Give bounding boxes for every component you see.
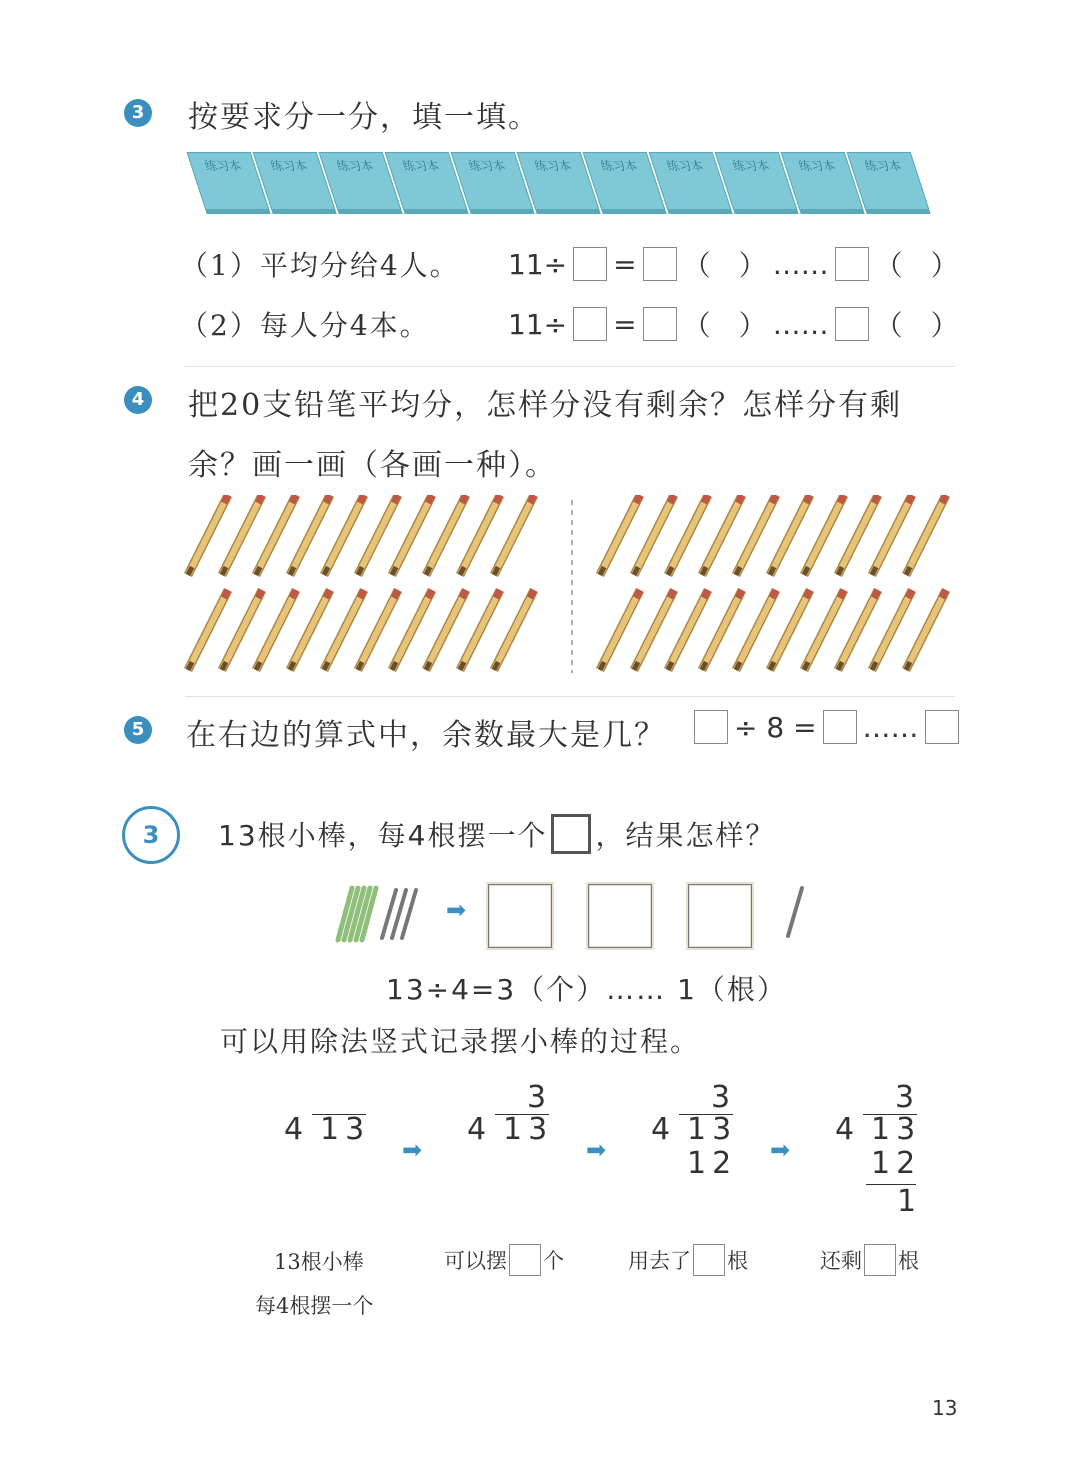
q5-equation bbox=[694, 710, 959, 744]
answer-box-quotient[interactable] bbox=[643, 247, 677, 281]
stick-square bbox=[686, 882, 754, 950]
caption-2 bbox=[444, 1244, 564, 1276]
q5-dots: …… bbox=[862, 710, 919, 744]
q5-divide-by: ÷ 8 = bbox=[734, 710, 817, 744]
question-number-5: 5 bbox=[124, 716, 152, 744]
caption-1-line2: 每4根摆一个 bbox=[255, 1294, 374, 1318]
unit-paren[interactable]: （ ） bbox=[682, 249, 767, 282]
sticks-bundle-icon bbox=[330, 880, 440, 950]
stick-square bbox=[486, 882, 554, 950]
ld-bracket bbox=[495, 1114, 549, 1115]
section-divider bbox=[185, 366, 955, 367]
ld-remainder: 1 bbox=[897, 1184, 917, 1219]
ld-divisor: 4 bbox=[284, 1112, 304, 1147]
ld-dividend: 13 bbox=[687, 1112, 738, 1147]
arrow-right-icon: ➡ bbox=[402, 1136, 423, 1164]
answer-box-divisor[interactable] bbox=[573, 307, 607, 341]
notebook: 练习本 bbox=[187, 152, 270, 210]
example-3-prompt bbox=[218, 814, 775, 854]
ld-quotient: 3 bbox=[711, 1080, 731, 1115]
pencil-group-right bbox=[600, 495, 946, 670]
answer-box-dividend[interactable] bbox=[694, 710, 728, 744]
ld-product: 12 bbox=[687, 1146, 738, 1181]
caption-3-post: 根 bbox=[727, 1249, 748, 1273]
section-divider bbox=[185, 696, 955, 697]
ld-dividend: 13 bbox=[871, 1112, 922, 1147]
answer-box-remainder[interactable] bbox=[835, 247, 869, 281]
q3-part2-equation bbox=[508, 304, 959, 344]
answer-box-remainder[interactable] bbox=[925, 710, 959, 744]
prompt-part-a: 13根小棒，每4根摆一个 bbox=[218, 819, 548, 852]
answer-box-remainder[interactable] bbox=[835, 307, 869, 341]
eq-dots: …… bbox=[772, 307, 829, 341]
answer-box-quotient[interactable] bbox=[643, 307, 677, 341]
ld-dividend: 13 bbox=[320, 1112, 371, 1147]
ld-divisor: 4 bbox=[651, 1112, 671, 1147]
ld-quotient: 3 bbox=[527, 1080, 547, 1115]
ld-bracket bbox=[863, 1114, 917, 1115]
eq-dots: …… bbox=[772, 247, 829, 281]
unit-paren[interactable]: （ ） bbox=[874, 249, 959, 282]
eq-equals: = bbox=[613, 307, 637, 341]
answer-box-count[interactable] bbox=[509, 1244, 541, 1276]
ld-divisor: 4 bbox=[467, 1112, 487, 1147]
q3-part2-label: （2）每人分4本。 bbox=[180, 309, 430, 342]
notebook: 练习本 bbox=[319, 152, 402, 210]
caption-3 bbox=[628, 1244, 748, 1276]
unit-paren[interactable]: （ ） bbox=[874, 309, 959, 342]
notebook: 练习本 bbox=[253, 152, 336, 210]
notebook: 练习本 bbox=[781, 152, 864, 210]
pencil-group-left bbox=[188, 495, 534, 670]
example-equation: 13÷4=3（个）…… 1（根） bbox=[386, 973, 787, 1006]
caption-2-post: 个 bbox=[543, 1249, 564, 1273]
ld-dividend: 13 bbox=[503, 1112, 554, 1147]
notebook: 练习本 bbox=[583, 152, 666, 210]
caption-4-post: 根 bbox=[898, 1249, 919, 1273]
eq-equals: = bbox=[613, 247, 637, 281]
question-4-line1: 把20支铅笔平均分，怎样分没有剩余？怎样分有剩 bbox=[188, 388, 903, 423]
q3-part1-equation bbox=[508, 244, 959, 284]
pencil-drawing-area[interactable] bbox=[180, 495, 970, 680]
answer-box-quotient[interactable] bbox=[823, 710, 857, 744]
prompt-part-b: ，结果怎样？ bbox=[595, 819, 776, 852]
question-number-4: 4 bbox=[124, 386, 152, 414]
question-4-line2: 余？画一画（各画一种）。 bbox=[188, 448, 557, 483]
question-number-3: 3 bbox=[124, 99, 152, 127]
unit-paren[interactable]: （ ） bbox=[682, 309, 767, 342]
notebook: 练习本 bbox=[451, 152, 534, 210]
stick-square bbox=[586, 882, 654, 950]
caption-1-line1: 13根小棒 bbox=[274, 1250, 364, 1274]
eq-prefix: 11÷ bbox=[508, 307, 568, 341]
page-number: 13 bbox=[932, 1396, 958, 1420]
answer-box-left[interactable] bbox=[864, 1244, 896, 1276]
answer-box-used[interactable] bbox=[693, 1244, 725, 1276]
caption-4 bbox=[820, 1244, 919, 1276]
example-note: 可以用除法竖式记录摆小棒的过程。 bbox=[220, 1025, 701, 1058]
arrow-right-icon: ➡ bbox=[770, 1136, 791, 1164]
ld-quotient: 3 bbox=[895, 1080, 915, 1115]
notebook: 练习本 bbox=[385, 152, 468, 210]
notebook: 练习本 bbox=[649, 152, 732, 210]
ld-bracket bbox=[679, 1114, 733, 1115]
caption-2-pre: 可以摆 bbox=[444, 1249, 507, 1273]
ld-divisor: 4 bbox=[835, 1112, 855, 1147]
ld-bracket bbox=[312, 1114, 366, 1115]
question-5-text: 在右边的算式中，余数最大是几？ bbox=[186, 718, 666, 753]
caption-3-pre: 用去了 bbox=[628, 1249, 691, 1273]
question-3-title: 按要求分一分，填一填。 bbox=[188, 100, 540, 135]
eq-prefix: 11÷ bbox=[508, 247, 568, 281]
arrow-right-icon: ➡ bbox=[446, 896, 467, 924]
caption-4-pre: 还剩 bbox=[820, 1249, 862, 1273]
notebook: 练习本 bbox=[715, 152, 798, 210]
leftover-stick-icon bbox=[780, 882, 810, 942]
example-number-3: 3 bbox=[122, 806, 180, 864]
square-icon bbox=[551, 814, 591, 854]
answer-box-divisor[interactable] bbox=[573, 247, 607, 281]
arrow-right-icon: ➡ bbox=[586, 1136, 607, 1164]
notebook: 练习本 bbox=[517, 152, 600, 210]
ld-product: 12 bbox=[871, 1146, 922, 1181]
notebook: 练习本 bbox=[847, 152, 930, 210]
q3-part1-label: （1）平均分给4人。 bbox=[180, 249, 460, 282]
